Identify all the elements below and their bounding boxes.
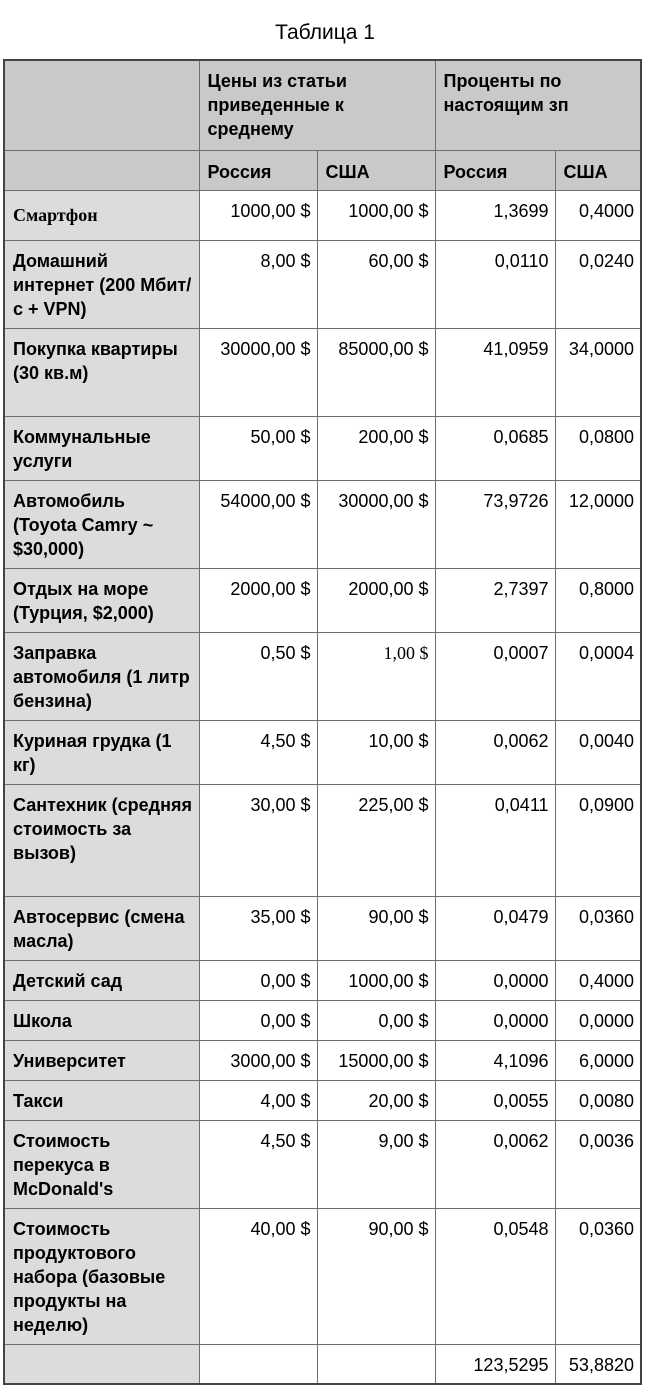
usa-percent-cell: 0,0240	[555, 240, 641, 328]
table-row	[4, 1040, 641, 1080]
row-label: Коммунальные услуги	[4, 416, 199, 480]
header-corner-cell	[4, 60, 199, 150]
russia-price-cell: 2000,00 $	[199, 568, 317, 632]
table-row	[4, 1080, 641, 1120]
total-russia-percent: 123,5295	[435, 1344, 555, 1384]
usa-percent-cell: 0,0000	[555, 1000, 641, 1040]
usa-percent-cell: 0,0036	[555, 1120, 641, 1208]
usa-percent-cell: 34,0000	[555, 328, 641, 416]
russia-price-cell: 0,00 $	[199, 1000, 317, 1040]
russia-percent-cell: 2,7397	[435, 568, 555, 632]
table-row	[4, 240, 641, 328]
row-label: Куриная грудка (1 кг)	[4, 720, 199, 784]
table-row	[4, 1000, 641, 1040]
table-row	[4, 568, 641, 632]
russia-percent-cell: 0,0110	[435, 240, 555, 328]
usa-price-cell: 200,00 $	[317, 416, 435, 480]
usa-price-cell: 20,00 $	[317, 1080, 435, 1120]
russia-price-cell: 3000,00 $	[199, 1040, 317, 1080]
row-label: Заправка автомобиля (1 литр бензина)	[4, 632, 199, 720]
total-usa-percent: 53,8820	[555, 1344, 641, 1384]
subheader-corner-cell	[4, 150, 199, 190]
russia-percent-cell: 0,0685	[435, 416, 555, 480]
russia-price-cell: 40,00 $	[199, 1208, 317, 1344]
usa-price-cell: 60,00 $	[317, 240, 435, 328]
russia-price-cell: 35,00 $	[199, 896, 317, 960]
row-label: Школа	[4, 1000, 199, 1040]
russia-percent-cell: 0,0411	[435, 784, 555, 896]
row-label: Отдых на море (Турция, $2,000)	[4, 568, 199, 632]
usa-price-cell: 1000,00 $	[317, 960, 435, 1000]
usa-percent-cell: 0,0800	[555, 416, 641, 480]
usa-percent-cell: 0,8000	[555, 568, 641, 632]
usa-percent-cell: 0,0360	[555, 896, 641, 960]
row-label: Сантехник (средняя стоимость за вызов)	[4, 784, 199, 896]
russia-percent-cell: 0,0548	[435, 1208, 555, 1344]
usa-percent-cell: 12,0000	[555, 480, 641, 568]
russia-percent-cell: 4,1096	[435, 1040, 555, 1080]
header-prices-group: Цены из статьи приведенные к среднему	[199, 60, 435, 150]
row-label: Стоимость перекуса в McDonald's	[4, 1120, 199, 1208]
usa-price-cell: 90,00 $	[317, 1208, 435, 1344]
usa-price-cell: 225,00 $	[317, 784, 435, 896]
usa-price-cell: 1000,00 $	[317, 190, 435, 240]
russia-price-cell: 0,50 $	[199, 632, 317, 720]
usa-price-cell: 85000,00 $	[317, 328, 435, 416]
usa-price-cell: 9,00 $	[317, 1120, 435, 1208]
russia-price-cell: 4,50 $	[199, 720, 317, 784]
russia-price-cell: 1000,00 $	[199, 190, 317, 240]
row-label: Стоимость продуктового набора (базовые продукты на неделю)	[4, 1208, 199, 1344]
row-label: Такси	[4, 1080, 199, 1120]
totals-russia-price-cell	[199, 1344, 317, 1384]
usa-price-cell: 90,00 $	[317, 896, 435, 960]
usa-percent-cell: 0,0040	[555, 720, 641, 784]
table-row	[4, 480, 641, 568]
row-label: Детский сад	[4, 960, 199, 1000]
table-row	[4, 1208, 641, 1344]
usa-percent-cell: 0,4000	[555, 960, 641, 1000]
russia-percent-cell: 41,0959	[435, 328, 555, 416]
russia-price-cell: 4,50 $	[199, 1120, 317, 1208]
subheader-russia-prices: Россия	[199, 150, 317, 190]
subheader-usa-percent: США	[555, 150, 641, 190]
table-row	[4, 328, 641, 416]
russia-price-cell: 0,00 $	[199, 960, 317, 1000]
row-label: Домашний интернет (200 Мбит/с + VPN)	[4, 240, 199, 328]
usa-price-cell: 30000,00 $	[317, 480, 435, 568]
table-row	[4, 720, 641, 784]
table-row	[4, 632, 641, 720]
table-row	[4, 960, 641, 1000]
russia-price-cell: 54000,00 $	[199, 480, 317, 568]
table-caption: Таблица 1	[275, 21, 375, 44]
russia-percent-cell: 0,0062	[435, 720, 555, 784]
russia-percent-cell: 0,0000	[435, 1000, 555, 1040]
usa-percent-cell: 0,0900	[555, 784, 641, 896]
usa-percent-cell: 0,0004	[555, 632, 641, 720]
table-row	[4, 784, 641, 896]
russia-percent-cell: 0,0062	[435, 1120, 555, 1208]
header-row	[4, 60, 641, 150]
totals-row	[4, 1344, 641, 1384]
totals-usa-price-cell	[317, 1344, 435, 1384]
subheader-usa-prices: США	[317, 150, 435, 190]
table-row	[4, 190, 641, 240]
subheader-russia-percent: Россия	[435, 150, 555, 190]
table-row	[4, 1120, 641, 1208]
usa-percent-cell: 0,0360	[555, 1208, 641, 1344]
header-percent-group: Проценты по настоящим зп	[435, 60, 641, 150]
russia-percent-cell: 0,0007	[435, 632, 555, 720]
table-row	[4, 896, 641, 960]
russia-price-cell: 30,00 $	[199, 784, 317, 896]
russia-price-cell: 30000,00 $	[199, 328, 317, 416]
russia-price-cell: 50,00 $	[199, 416, 317, 480]
usa-percent-cell: 0,4000	[555, 190, 641, 240]
usa-price-cell: 10,00 $	[317, 720, 435, 784]
usa-price-cell: 0,00 $	[317, 1000, 435, 1040]
russia-percent-cell: 0,0479	[435, 896, 555, 960]
usa-price-cell: 2000,00 $	[317, 568, 435, 632]
row-label: Университет	[4, 1040, 199, 1080]
russia-percent-cell: 73,9726	[435, 480, 555, 568]
usa-price-cell: 1,00 $	[317, 632, 435, 720]
row-label: Смартфон	[4, 190, 199, 240]
russia-percent-cell: 0,0000	[435, 960, 555, 1000]
usa-percent-cell: 0,0080	[555, 1080, 641, 1120]
comparison-table	[3, 59, 642, 1385]
russia-price-cell: 8,00 $	[199, 240, 317, 328]
totals-label-cell	[4, 1344, 199, 1384]
russia-percent-cell: 0,0055	[435, 1080, 555, 1120]
table-row	[4, 416, 641, 480]
row-label: Автомобиль (Toyota Camry ~ $30,000)	[4, 480, 199, 568]
row-label: Покупка квартиры (30 кв.м)	[4, 328, 199, 416]
russia-price-cell: 4,00 $	[199, 1080, 317, 1120]
usa-price-cell: 15000,00 $	[317, 1040, 435, 1080]
russia-percent-cell: 1,3699	[435, 190, 555, 240]
row-label: Автосервис (смена масла)	[4, 896, 199, 960]
usa-percent-cell: 6,0000	[555, 1040, 641, 1080]
subheader-row	[4, 150, 641, 190]
